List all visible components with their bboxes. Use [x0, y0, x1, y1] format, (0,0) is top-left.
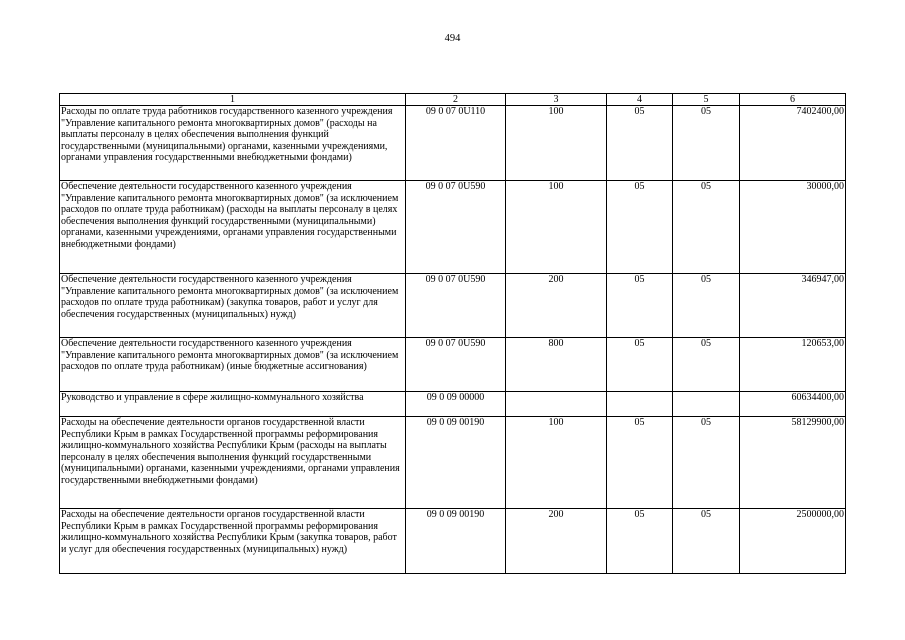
row-name: Расходы на обеспечение деятельности органов государственной власти Республики Крым в рамках Государственной программы реформирования жилищно-коммунального хозяйства Республики Крым (расходы на выплаты персоналу в целях обеспечения выполнения функций государственными (муниципальными) органами, казенными учреждениями, органами управления государственными внебюджетными фондами): [60, 417, 406, 509]
row-sum: 120653,00: [740, 338, 846, 392]
row-sum: 346947,00: [740, 274, 846, 338]
row-expense-type: 100: [506, 106, 607, 181]
row-target-code: 09 0 07 0U590: [406, 338, 506, 392]
page-number: 494: [444, 33, 461, 44]
row-expense-type: 200: [506, 509, 607, 574]
row-name: Обеспечение деятельности государственного казенного учреждения "Управление капитального ремонта многоквартирных домов" (за исключением расходов по оплате труда работникам) (иные бюджетные ассигнования): [60, 338, 406, 392]
header-col-4: 4: [607, 94, 673, 106]
row-section: 05: [607, 274, 673, 338]
header-col-2: 2: [406, 94, 506, 106]
row-subsection: 05: [673, 417, 740, 509]
table-row: [60, 417, 846, 509]
row-section: 05: [607, 509, 673, 574]
budget-table: [59, 93, 846, 574]
row-target-code: 09 0 07 0U590: [406, 181, 506, 274]
row-sum: 30000,00: [740, 181, 846, 274]
row-subsection: 05: [673, 106, 740, 181]
table-row: [60, 392, 846, 417]
row-name: Расходы на обеспечение деятельности органов государственной власти Республики Крым в рамках Государственной программы реформирования жилищно-коммунального хозяйства Республики Крым (закупка товаров, работ и услуг для обеспечения государственных (муниципальных) нужд): [60, 509, 406, 574]
row-expense-type: 100: [506, 417, 607, 509]
row-subsection: 05: [673, 181, 740, 274]
row-sum: 7402400,00: [740, 106, 846, 181]
row-target-code: 09 0 09 00190: [406, 509, 506, 574]
table-row: [60, 274, 846, 338]
row-target-code: 09 0 07 0U110: [406, 106, 506, 181]
row-name: Обеспечение деятельности государственного казенного учреждения "Управление капитального ремонта многоквартирных домов" (за исключением расходов по оплате труда работникам) (закупка товаров, работ и услуг для обеспечения государственных (муниципальных) нужд): [60, 274, 406, 338]
row-sum: 58129900,00: [740, 417, 846, 509]
row-name: Руководство и управление в сфере жилищно-коммунального хозяйства: [60, 392, 406, 417]
row-expense-type: 800: [506, 338, 607, 392]
table-row: [60, 338, 846, 392]
row-section: [607, 392, 673, 417]
row-target-code: 09 0 07 0U590: [406, 274, 506, 338]
row-expense-type: 100: [506, 181, 607, 274]
row-section: 05: [607, 338, 673, 392]
table-row: [60, 106, 846, 181]
header-col-5: 5: [673, 94, 740, 106]
row-expense-type: 200: [506, 274, 607, 338]
row-section: 05: [607, 106, 673, 181]
row-section: 05: [607, 181, 673, 274]
row-subsection: [673, 392, 740, 417]
row-name: Обеспечение деятельности государственного казенного учреждения "Управление капитального ремонта многоквартирных домов" (за исключением расходов по оплате труда работникам) (расходы на выплаты персоналу в целях обеспечения выполнения функций государственными (муниципальными) органами, казенными учреждениями, органами управления государственными внебюджетными фондами): [60, 181, 406, 274]
row-sum: 2500000,00: [740, 509, 846, 574]
row-target-code: 09 0 09 00000: [406, 392, 506, 417]
row-name: Расходы по оплате труда работников государственного казенного учреждения "Управление капитального ремонта многоквартирных домов" (расходы на выплаты персоналу в целях обеспечения выполнения функций государственными (муниципальными) органами, казенными учреждениями, органами управления государственными внебюджетными фондами): [60, 106, 406, 181]
row-subsection: 05: [673, 274, 740, 338]
row-section: 05: [607, 417, 673, 509]
table-row: [60, 181, 846, 274]
row-sum: 60634400,00: [740, 392, 846, 417]
header-col-3: 3: [506, 94, 607, 106]
header-col-6: 6: [740, 94, 846, 106]
row-expense-type: [506, 392, 607, 417]
row-subsection: 05: [673, 338, 740, 392]
table-row: [60, 509, 846, 574]
table-header-row: [60, 94, 846, 106]
row-subsection: 05: [673, 509, 740, 574]
header-col-1: 1: [60, 94, 406, 106]
row-target-code: 09 0 09 00190: [406, 417, 506, 509]
